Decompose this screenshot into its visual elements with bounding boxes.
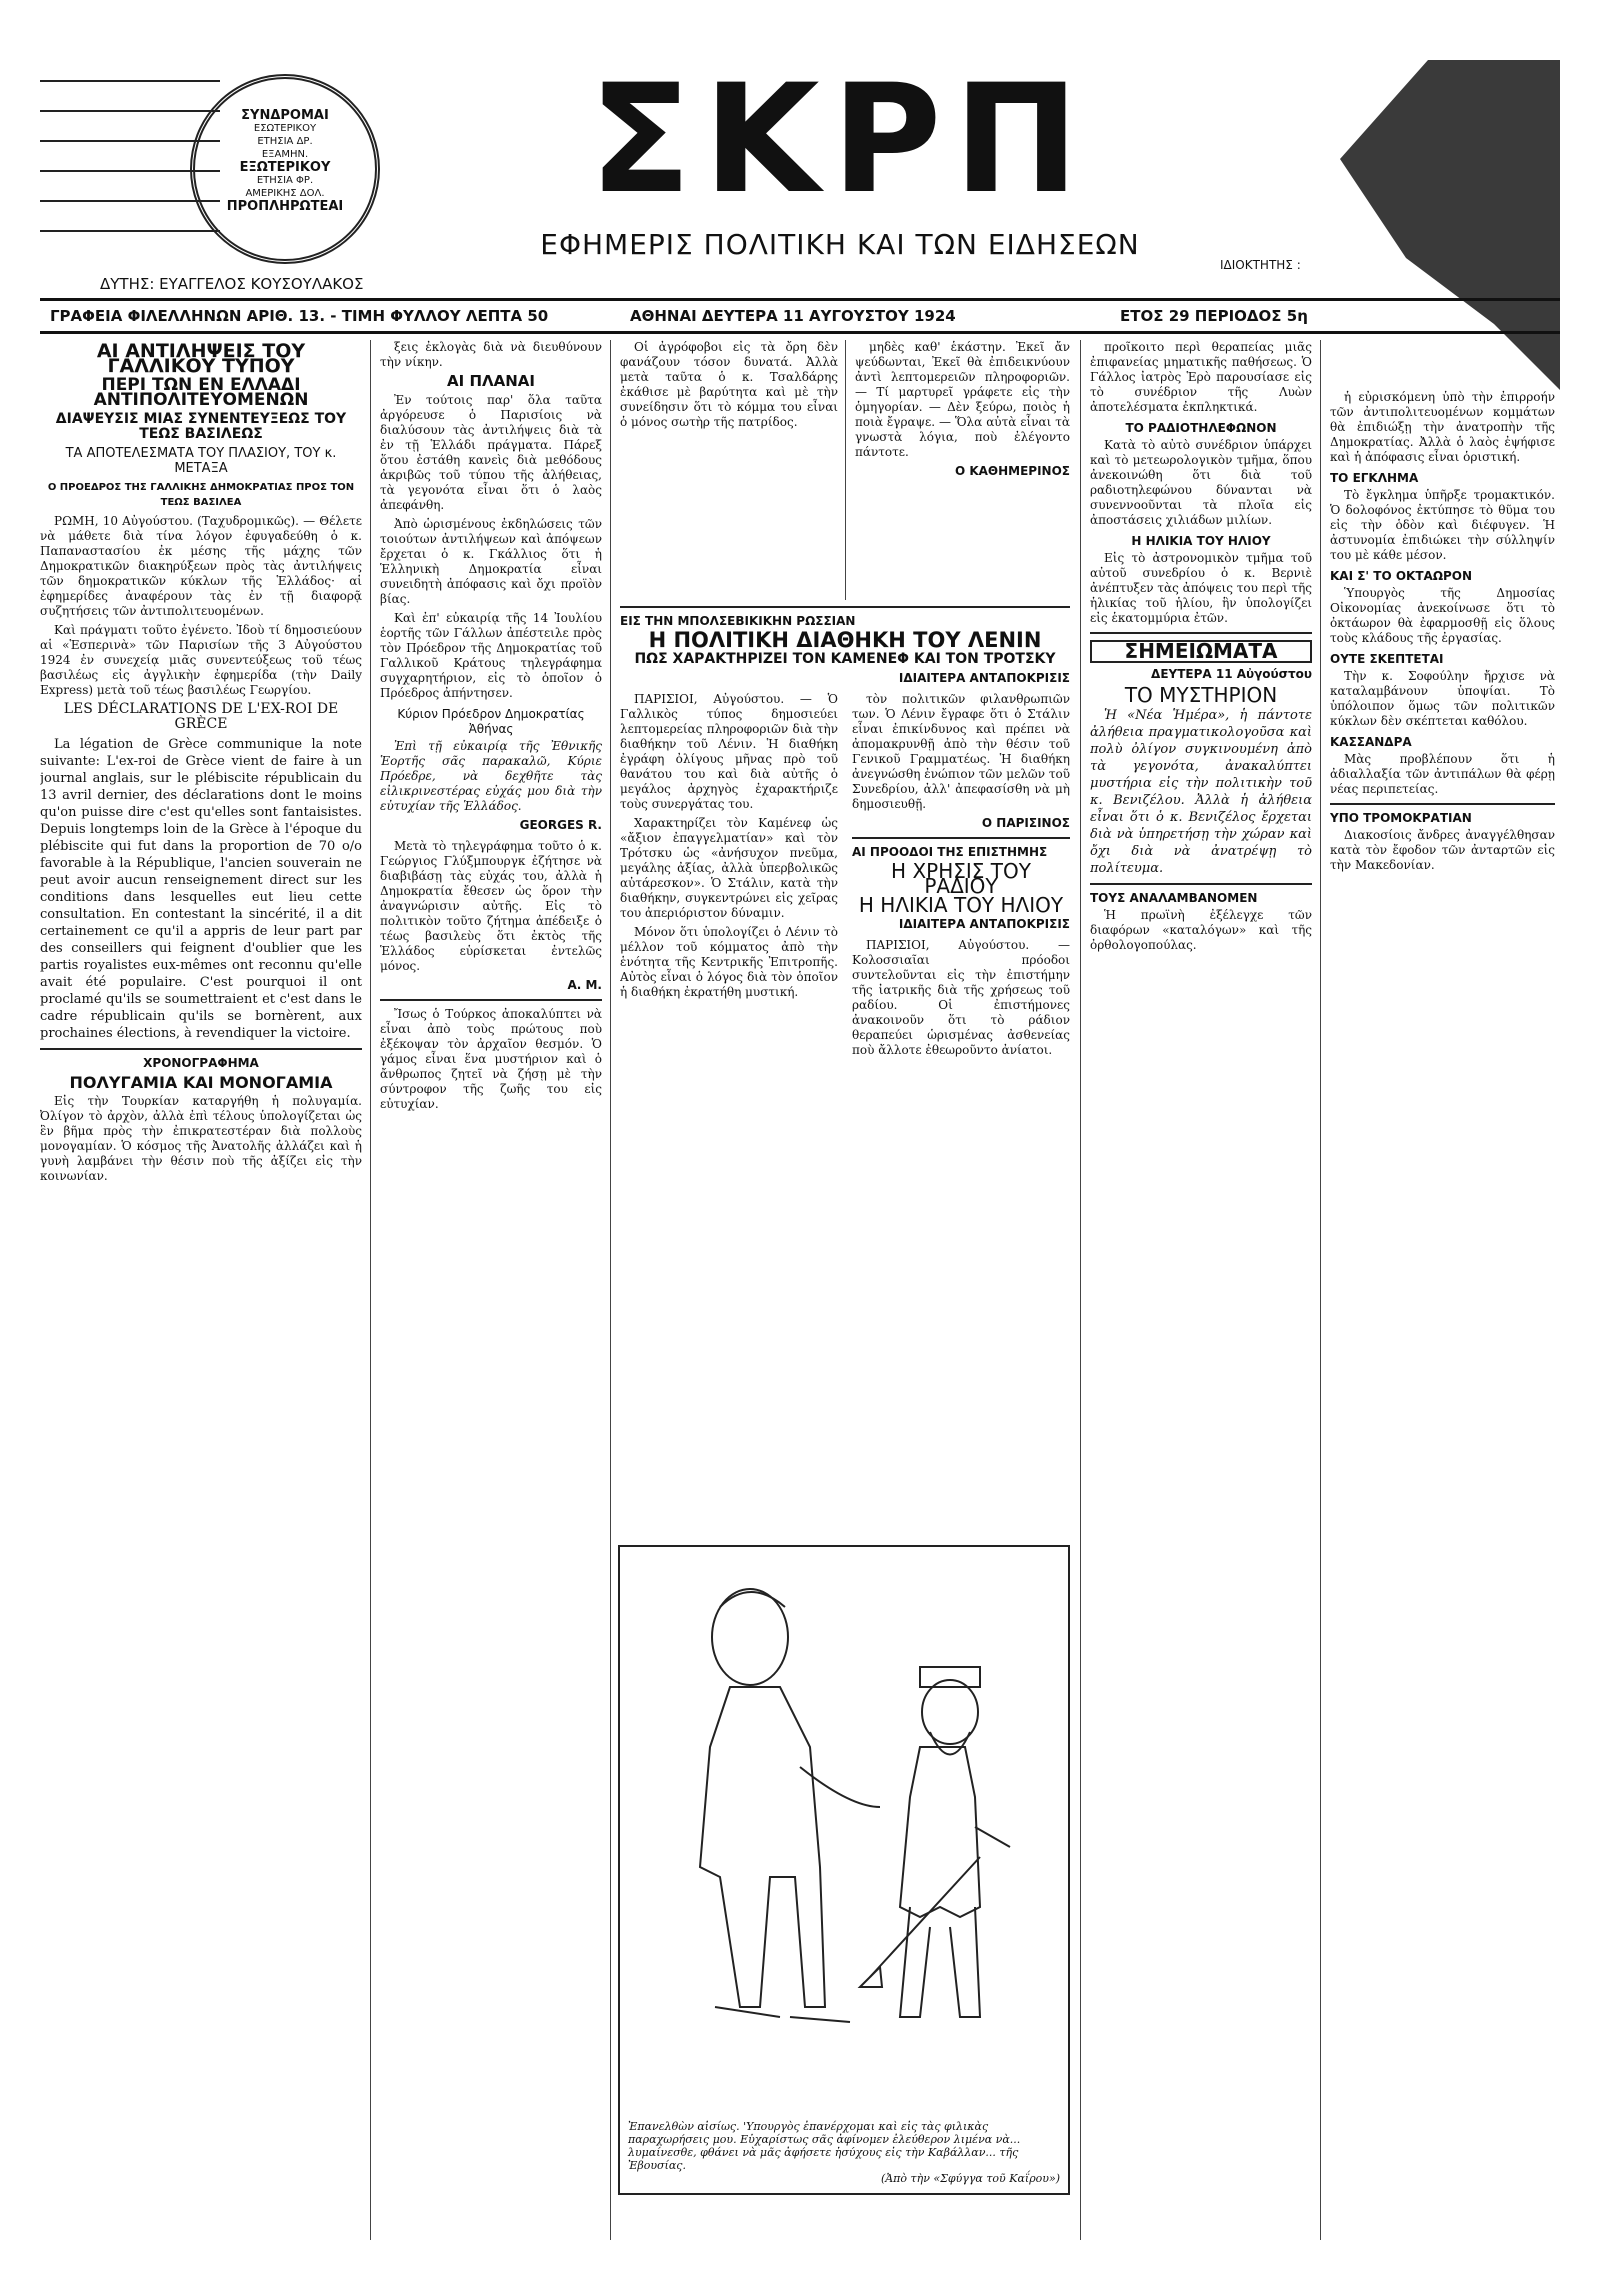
cartoon — [618, 1545, 1070, 2195]
column-6 — [1330, 390, 1555, 2270]
section-chronicle: ΧΡΟΝΟΓΡΑΦΗΜΑ — [143, 1056, 259, 1070]
seal-line: ΠΡΟΠΛΗΡΩΤΕΑΙ — [226, 199, 344, 214]
headline-french-press: ΑΙ ΑΝΤΙΛΗΨΕΙΣ ΤΟΥ ΓΑΛΛΙΚΟΥ ΤΥΠΟΥ — [96, 340, 306, 377]
lenin-article — [620, 600, 1070, 1530]
column-rule — [1320, 340, 1321, 2240]
section-radiophone: ΤΟ ΡΑΔΙΟΤΗΛΕΦΩΝΟΝ — [1125, 421, 1277, 435]
newspaper-subtitle: ΕΦΗΜΕΡΙΣ ΠΟΛΙΤΙΚΗ ΚΑΙ ΤΩΝ ΕΙΔΗΣΕΩΝ — [540, 228, 1140, 261]
section-cassandra: ΚΑΣΣΑΝΔΡΑ — [1330, 735, 1412, 749]
article-text: Διακοσίοις ἄνδρες ἀναγγέλθησαν κατὰ τὸν ἔφοδον τῶν ἀνταρτῶν εἰς τὴν Μακεδονίαν. — [1330, 828, 1555, 872]
article-text: Ἴσως ὁ Τούρκος ἀποκαλύπτει νὰ εἶναι ἀπὸ τοὺς πρώτους ποὺ ἐξέκοψαν τὸν ἀρχαῖον θεσμόν. Ὁ γάμος εἶναι ἕνα μυστήριον καὶ ὁ ἄνθρωπος ζητεῖ νὰ ζήσῃ μὲ τὴν σύντροφον τῆς ζωῆς του εἰς εὐτυχίαν. — [380, 1007, 602, 1111]
article-text: Ἡ «Νέα Ἡμέρα», ἡ πάντοτε ἀλήθεια πραγματικολογοῦσα καὶ πολὺ ὀλίγον συγκινουμένη ἀπὸ τὰ γεγονότα, ἀνακαλύπτει μυστήρια εἰς τὴν πολιτικὴν τοῦ κ. Βενιζέλου. Ἀλλὰ ἡ ἀλήθεια εἶναι ὅτι ὁ κ. Βενιζέλος ἔρχεται διὰ νὰ ὑπηρετήσῃ τὴν χώραν καὶ ὄχι διὰ νὰ ἀνατρέψῃ τὸ πολίτευμα. — [1090, 708, 1312, 876]
article-text: μηδὲς καθ' ἑκάστην. Ἐκεῖ ἄν ψεύδωνται, Ἐκεῖ θὰ ἐπιδεικνύουν ἀντὶ λεπτομερειῶν πληροφοριῶν. — Τί μαρτυρεῖ γράφετε εἰς τὴν ὁμηγορίαν. — Δὲν ξεύρω, ποιὸς ἡ ποιὰ ἔγραψε. — Ὅλα αὐτὰ εἶναι τὰ γνωστὰ λόγια, ποὺ ἐλέγοντο πάντοτε. — [855, 340, 1070, 459]
subscription-seal — [190, 74, 380, 264]
byline: ΙΔΙΑΙΤΕΡΑ ΑΝΤΑΠΟΚΡΙΣΙΣ — [898, 917, 1070, 931]
french-headline: LES DÉCLARATIONS DE L'EX-ROI DE GRÈCE — [63, 701, 339, 732]
article-text: ΠΑΡΙΣΙΟΙ, Αὐγούστου. — Ὁ Γαλλικὸς τύπος δημοσιεύει λεπτομερείας πληροφοριῶν διὰ τὴν διαθήκην τοῦ Λένιν. Ἡ διαθήκη ἐγράφη ὀλίγους μῆνας πρὸ τοῦ θανάτου του καὶ διὰ αὐτῆς ὁ μεγάλος ἀρχηγὸς ἐχαρακτήριζε τοὺς συνεργάτας του. — [620, 692, 838, 811]
article-text: Οἱ ἀγρόφοβοι εἰς τὰ ὄρη δὲν φανάζουν τόσον δυνατά. Ἀλλὰ μετὰ ταῦτα ὁ κ. Τσαλδάρης ἐκάθισε μὲ βαρύτητα καὶ μὲ τὴν συνείδησιν ὅτι τὸ κόμμα του εἶναι ὁ μόνος σωτὴρ τῆς πατρίδος. — [620, 340, 838, 429]
article-text: Ἡ πρωϊνὴ ἐξέλεγχε τῶν διαφόρων «καταλόγων» καὶ τῆς ὀρθολογοπούλας. — [1090, 908, 1312, 952]
issue-date: ΑΘΗΝΑΙ ΔΕΥΤΕΡΑ 11 ΑΥΓΟΥΣΤΟΥ 1924 — [630, 307, 956, 325]
headline-president: Ο ΠΡΟΕΔΡΟΣ ΤΗΣ ΓΑΛΛΙΚΗΣ ΔΗΜΟΚΡΑΤΙΑΣ ΠΡΟΣ ΤΟΝ ΤΕΩΣ ΒΑΣΙΛΕΑ — [47, 482, 355, 508]
newspaper-logo: ΣΚΡΠ — [588, 53, 1092, 227]
caption-credit: (Ἀπὸ τὴν «Σφύγγα τοῦ Καΐρου») — [880, 2172, 1060, 2185]
article-text: ξεις ἐκλογὰς διὰ νὰ διευθύνουν τὴν νίκην. — [380, 340, 602, 369]
newspaper-page — [40, 53, 1560, 2250]
article-text: τὸν πολιτικῶν φιλανθρωπιῶν των. Ὁ Λένιν ἔγραφε ὅτι ὁ Στάλιν εἶναι ἐπικίνδυνος καὶ πρέπει νὰ ἀπομακρυνθῇ ἀπὸ τὴν θέσιν τοῦ Γενικοῦ Γραμματέως. Ἡ διαθήκη ἀνεγνώσθη ἐνώπιον τῶν μελῶν τοῦ Συνεδρίου, ἀλλ' ἀπεφασίσθη νὰ μὴ δημοσιευθῇ. — [852, 692, 1070, 811]
telegram-text: Ἐπὶ τῇ εὐκαιρίᾳ τῆς Ἐθνικῆς Ἑορτῆς σᾶς παρακαλῶ, Κύριε Πρόεδρε, νὰ δεχθῆτε τὰς εἰλικρινεστέρας εὐχάς μου διὰ τὴν εὐτυχίαν τῆς Ἑλλάδος. — [380, 739, 602, 813]
article-text: Καὶ ἐπ' εὐκαιρίᾳ τῆς 14 Ἰουλίου ἑορτῆς τῶν Γάλλων ἀπέστειλε πρὸς τὸν Πρόεδρον τῆς Δημοκρατίας τοῦ Γαλλικοῦ Κράτους τηλεγράφημα συγχαρητήριον, εἰς τὸ ὁποῖον ὁ Πρόεδρος ἀπήντησεν. — [380, 611, 602, 700]
column-2 — [380, 340, 602, 2220]
headline-polygamy: ΠΟΛΥΓΑΜΙΑ ΚΑΙ ΜΟΝΟΓΑΜΙΑ — [69, 1073, 333, 1092]
telegram-signature: GEORGES R. — [519, 818, 602, 832]
section-sun-age: Η ΗΛΙΚΙΑ ΤΟΥ ΗΛΙΟΥ — [1131, 534, 1271, 548]
article-text: ΠΑΡΙΣΙΟΙ, Αὐγούστου. — Κολοσσιαῖαι πρόοδοι συντελοῦνται εἰς τὴν ἐπιστήμην τῆς ἰατρικῆς διὰ τῆς χρήσεως τοῦ ραδίου. Οἱ ἐπιστήμονες ἀνακοινοῦν ὅτι τὸ ράδιον θεραπεύει ὡρισμένας ἀσθενείας ποὺ ἄλλοτε ἐθεωροῦντο ἀνίατοι. — [852, 938, 1070, 1057]
article-text: Κατὰ τὸ αὐτὸ συνέδριον ὑπάρχει καὶ τὸ μετεωρολογικὸν τμῆμα, ὅπου ἀνεκοινώθη ὅτι διὰ τοῦ ραδιοτηλεφώνου δύνανται νὰ συνεννοοῦνται τὰ πλοῖα εἰς ἀποστάσεις χιλιάδων μιλίων. — [1090, 438, 1312, 527]
byline: ΙΔΙΑΙΤΕΡΑ ΑΝΤΑΠΟΚΡΙΣΙΣ — [898, 671, 1070, 685]
section-crime: ΤΟ ΕΓΚΛΗΜΑ — [1330, 471, 1419, 485]
column-rule — [370, 340, 371, 2240]
article-text: Ὑπουργὸς τῆς Δημοσίας Οἰκονομίας ἀνεκοίνωσε ὅτι τὸ ὀκτάωρον θὰ ἐφαρμοσθῇ εἰς ὅλους τοὺς κλάδους τῆς ἐργασίας. — [1330, 586, 1555, 645]
owner-line: ΙΔΙΟΚΤΗΤΗΣ : — [1220, 258, 1301, 272]
article-text: Χαρακτηρίζει τὸν Καμένεφ ὡς «ἄξιον ἐπαγγελματίαν» καὶ τὸν Τρότσκυ ὡς «ἀνήσυχον πνεῦμα, μεγάλης ἀξίας, ἀλλὰ ὑπερβολικῶς αὐτάρεσκον». Ὁ Στάλιν, κατὰ τὴν διαθήκην, συγκεντρώνει εἰς χεῖρας του ἀπεριόριστον δύναμιν. — [620, 816, 838, 920]
article-text: προῖκοιτο περὶ θεραπείας μιᾶς ἐπιφανείας μηματικῆς παθήσεως. Ὁ Γάλλος ἰατρὸς Ἑρὸ παρουσίασε εἰς τὸ συνέδριον τῆς Λυὼν ἀποτελέσματα ἐκπληκτικά. — [1090, 340, 1312, 414]
cartoon-illustration — [620, 1547, 1068, 2107]
headline-kamenev-trotsky: ΠΩΣ ΧΑΡΑΚΤΗΡΙΖΕΙ ΤΟΝ ΚΑΜΕΝΕΦ ΚΑΙ ΤΟΝ ΤΡΟΤΣΚΥ — [634, 651, 1056, 667]
section-russia: ΕΙΣ ΤΗΝ ΜΠΟΛΣΕΒΙΚΙΚΗΝ ΡΩΣΣΙΑΝ — [620, 614, 856, 628]
caption-text: Ἐπανελθὼν αἰσίως. 'Υπουργὸς ἐπανέρχομαι καὶ εἰς τὰς φιλικὰς παραχωρήσεις μου. Εὐχαρίστως σᾶς ἀφίνομεν ἐλεύθερον λιμένα νὰ... λυμαίνεσθε, φθάνει νὰ μᾶς ἀφήσετε ἡσύχους εἰς τὴν Καβάλλαν... τῆς Ἐβουσίας. — [628, 2120, 1021, 2172]
editor-line: ΔΥΤΗΣ: ΕΥΑΓΓΕΛΟΣ ΚΟΥΣΟΥΛΑΚΟΣ — [100, 275, 364, 293]
article-text: Εἰς τὴν Τουρκίαν καταργήθη ἡ πολυγαμία. Ὀλίγον τὸ ἀρχὸν, ἀλλὰ ἐπὶ τέλους ὑπολογίζεται ὡς ἓν βῆμα πρὸς τὴν ἐπικρατεστέραν διὰ πολλοὺς μονογαμίαν. Ὁ κόσμος τῆς Ἀνατολῆς ἀλλάζει καὶ ἡ γυνὴ λαμβάνει τὴν θέσιν ποὺ τῆς ἀξίζει εἰς τὴν κοινωνίαν. — [40, 1094, 362, 1183]
column-rule — [610, 340, 611, 2240]
french-text: La légation de Grèce communique la note suivante: L'ex-roi de Grèce vient de faire à un journal anglais, sur le plébiscite républicain du 13 avril dernier, des déclarations dont le moins qu'on puisse dire c'est qu'elles sont fantaisistes. Depuis longtemps loin de la Grèce à l'époque du plébiscite qui fut dans la proportion de 70 o/o favorable à la République, l'ancien souverain ne peut avoir aucun renseignement direct sur les conditions dans lesquelles eut lieu cette consultation. En contestant la sincérité, il a dit certainement ce qu'il a appris de leur part par des conseillers qui feignent d'oublier que les partis royalistes eux-mêmes ont reconnu qu'elle avait été populaire. C'est pourquoi il ont proclamé qu'ils se soumettraient et c'est dans le cadre républicain qu'ils se bornèrent, aux prochaines élections, à revendiquer la victoire. — [40, 737, 362, 1041]
info-bar — [40, 298, 1560, 334]
seal-line: ΑΜΕΡΙΚΗΣ ΔΟΛ. — [245, 188, 325, 199]
telegram-head: Κύριον Πρόεδρον Δημοκρατίας Ἀθήνας — [397, 707, 585, 736]
article-text: Καὶ πράγματι τοῦτο ἐγένετο. Ἰδοὺ τί δημοσιεύουν αἱ «Ἑσπερινὰ» τῶν Παρισίων τῆς 3 Αὐγούστου 1924 ἐν συνεχείᾳ μιᾶς συνεντεύξεως τοῦ τέως βασιλέως εἰς ἀγγλικὴν ἐφημερίδα (τὴν Daily Express) μετὰ τοῦ τέως βασιλέως Γεωργίου. — [40, 623, 362, 697]
section-science: ΑΙ ΠΡΟΟΔΟΙ ΤΗΣ ΕΠΙΣΤΗΜΗΣ — [852, 845, 1048, 859]
section-eight-hours: ΚΑΙ Σ' ΤΟ ΟΚΤΑΩΡΟΝ — [1330, 569, 1473, 583]
column-5 — [1090, 340, 1312, 2220]
headline-radium: Η ΧΡΗΣΙΣ ΤΟΥ ΡΑΔΙΟΥ — [891, 859, 1031, 898]
office-price: ΓΡΑΦΕΙΑ ΦΙΛΕΛΛΗΝΩΝ ΑΡΙΘ. 13. - ΤΙΜΗ ΦΥΛΛΟΥ ΛΕΠΤΑ 50 — [50, 307, 549, 325]
section-notes: ΣΗΜΕΙΩΜΑΤΑ — [1090, 640, 1312, 663]
article-text: Μετὰ τὸ τηλεγράφημα τοῦτο ὁ κ. Γεώργιος Γλύξμπουργκ ἐζήτησε νὰ διαβιβάσῃ τὰς εὐχάς του, ἀλλὰ ἡ Δημοκρατία ἔθεσεν ὡς ὅρον τὴν ἀναγνώρισιν αὐτῆς. Εἰς τὸ πολιτικὸν τοῦτο ζήτημα ἀπέδειξε ὁ τέως βασιλεὺς ὅτι ἐκτὸς τῆς Ἑλλάδος εὑρίσκεται ἐντελῶς μόνος. — [380, 839, 602, 973]
author-signature: Ο ΠΑΡΙΣΙΝΟΣ — [981, 816, 1070, 830]
seal-line: ΕΞΩΤΕΡΙΚΟΥ — [239, 160, 331, 175]
section-we-take: ΤΟΥΣ ΑΝΑΛΑΜΒΑΝΟΜΕΝ — [1090, 891, 1258, 905]
column-rule — [1080, 340, 1081, 2240]
cartoon-caption — [620, 2120, 1068, 2185]
headline-results: ΤΑ ΑΠΟΤΕΛΕΣΜΑΤΑ ΤΟΥ ΠΛΑΣΙΟΥ, ΤΟΥ κ. ΜΕΤΑΞΑ — [65, 446, 337, 476]
section-terror: ΥΠΟ ΤΡΟΜΟΚΡΑΤΙΑΝ — [1330, 811, 1472, 825]
article-text: Τὸ ἔγκλημα ὑπῆρξε τρομακτικόν. Ὁ δολοφόνος ἐκτύπησε τὸ θῦμα του εἰς τὴν ὁδὸν καὶ διέφυγεν. Ἡ ἀστυνομία ἐπιδιώκει τὴν σύλληψίν του μὲ κάθε μέσον. — [1330, 488, 1555, 562]
seal-line: ΣΥΝΔΡΟΜΑΙ — [241, 108, 329, 123]
article-text: Ἀπὸ ὡρισμένους ἐκδηλώσεις τῶν τοιούτων ἀντιλήψεων καὶ ἀπόψεων ἔρχεται ὁ κ. Γκάλλιος ὅτι ἡ Ἑλληνικὴ Δημοκρατία εἶναι συνειδητὴ ἀπόφασις καὶ ὄχι προϊὸν βίας. — [380, 517, 602, 606]
seal-line: ΕΞΑΜΗΝ. — [261, 149, 309, 160]
issue-year: ΕΤΟΣ 29 ΠΕΡΙΟΔΟΣ 5η — [1120, 307, 1308, 325]
article-text: Εἰς τὸ ἀστρονομικὸν τμῆμα τοῦ αὐτοῦ συνεδρίου ὁ κ. Βερνιὲ ἀνέπτυξεν τὰς ἀπόψεις του περὶ τῆς ἡλικίας τοῦ ἡλίου, ἣν ὑπολογίζει εἰς ἑκατομμύρια ἐτῶν. — [1090, 551, 1312, 625]
column-1 — [40, 340, 362, 2220]
seal-line: ΕΣΩΤΕΡΙΚΟΥ — [253, 123, 317, 134]
masthead — [40, 53, 1560, 298]
article-text: Μόνον ὅτι ὑπολογίζει ὁ Λένιν τὸ μέλλον τοῦ κόμματος ἀπὸ τὴν ἑνότητα τῆς Κεντρικῆς Ἐπιτροπῆς. Αὐτὸς εἶναι ὁ λόγος διὰ τὸν ὁποῖον ἡ διαθήκη ἐκρατήθη μυστική. — [620, 925, 838, 999]
article-text: Ἐν τούτοις παρ' ὅλα ταῦτα ἀργόρευσε ὁ Παρισίοις νὰ διαλύσουν τὰς ἀντιλήψεις διὰ τὰ ἐν τῇ Ἑλλάδι πράγματα. Πάρεξ ὅτου ἐστάθη κανεὶς διὰ μεθόδους ἀκριβῶς τοῦ τύπου τῆς ἀλήθειας, τὰ γεγονότα εἶναι ὅτι ὁ λαὸς ἀπεφάνθη. — [380, 393, 602, 512]
headline-errors: ΑΙ ΠΛΑΝΑΙ — [447, 372, 535, 390]
article-text: Τὴν κ. Σοφούλην ἤρχισε νὰ καταλαμβάνουν ὑποψίαι. Τὸ ὑπόλοιπον ὅμως τῶν πολιτικῶν κύκλων δὲν σκέπτεται καθόλου. — [1330, 669, 1555, 728]
article-text: Μὰς προβλέπουν ὅτι ἡ ἀδιαλλαξία τῶν ἀντιπάλων θὰ φέρῃ νέας περιπετείας. — [1330, 752, 1555, 796]
article-text: ΡΩΜΗ, 10 Αὐγούστου. (Ταχυδρομικῶς). — Θέλετε νὰ μάθετε διὰ τίνα λόγον ἐφυγαδεύθη ὁ κ. Παπαναστασίου ἐκ μέσης τῆς μάχης τῶν Δημοκρατικῶν διακηρύξεων πρὸς τὰς ἀντιλήψεις τῶν δημοκρατικῶν κύκλων τῆς Ἑλλάδος· αἱ ἐφημερίδες ἀναφέρουν τὰς ἐν τῇ διαφορᾷ συζητήσεις τῶν ἀντιπολιτευομένων. — [40, 514, 362, 618]
headline-sun-age: Η ΗΛΙΚΙΑ ΤΟΥ ΗΛΙΟΥ — [858, 893, 1064, 917]
headline-lenin: Η ΠΟΛΙΤΙΚΗ ΔΙΑΘΗΚΗ ΤΟΥ ΛΕΝΙΝ — [648, 628, 1042, 652]
author-signature: Ο ΚΑΘΗΜΕΡΙΝΟΣ — [954, 464, 1070, 478]
headline-opposition: ΠΕΡΙ ΤΩΝ ΕΝ ΕΛΛΑΔΙ ΑΝΤΙΠΟΛΙΤΕΥΟΜΕΝΩΝ — [93, 375, 309, 410]
headline-interview: ΔΙΑΨΕΥΣΙΣ ΜΙΑΣ ΣΥΝΕΝΤΕΥΞΕΩΣ ΤΟΥ ΤΕΩΣ ΒΑΣΙΛΕΩΣ — [55, 411, 347, 442]
seal-line: ΕΤΗΣΙΑ ΔΡ. — [257, 136, 313, 147]
article-text: ἡ εὐρισκόμενη ὑπὸ τὴν ἐπιρροήν τῶν ἀντιπολιτευομένων κομμάτων θὰ ἐπιδιώξῃ τὴν ἀνατροπὴν τῆς Δημοκρατίας. Ἀλλὰ ὁ λαὸς ἐψήφισε καὶ ἡ ἀπόφασις εἶναι ὁριστική. — [1330, 390, 1555, 464]
notes-date: ΔΕΥΤΕΡΑ 11 Αὐγούστου — [1151, 667, 1312, 681]
seal-line: ΕΤΗΣΙΑ ΦΡ. — [256, 175, 314, 186]
author-initials: Α. Μ. — [567, 978, 602, 992]
headline-mystery: ΤΟ ΜΥΣΤΗΡΙΟΝ — [1124, 683, 1278, 707]
section-not-thinking: ΟΥΤΕ ΣΚΕΠΤΕΤΑΙ — [1330, 652, 1444, 666]
